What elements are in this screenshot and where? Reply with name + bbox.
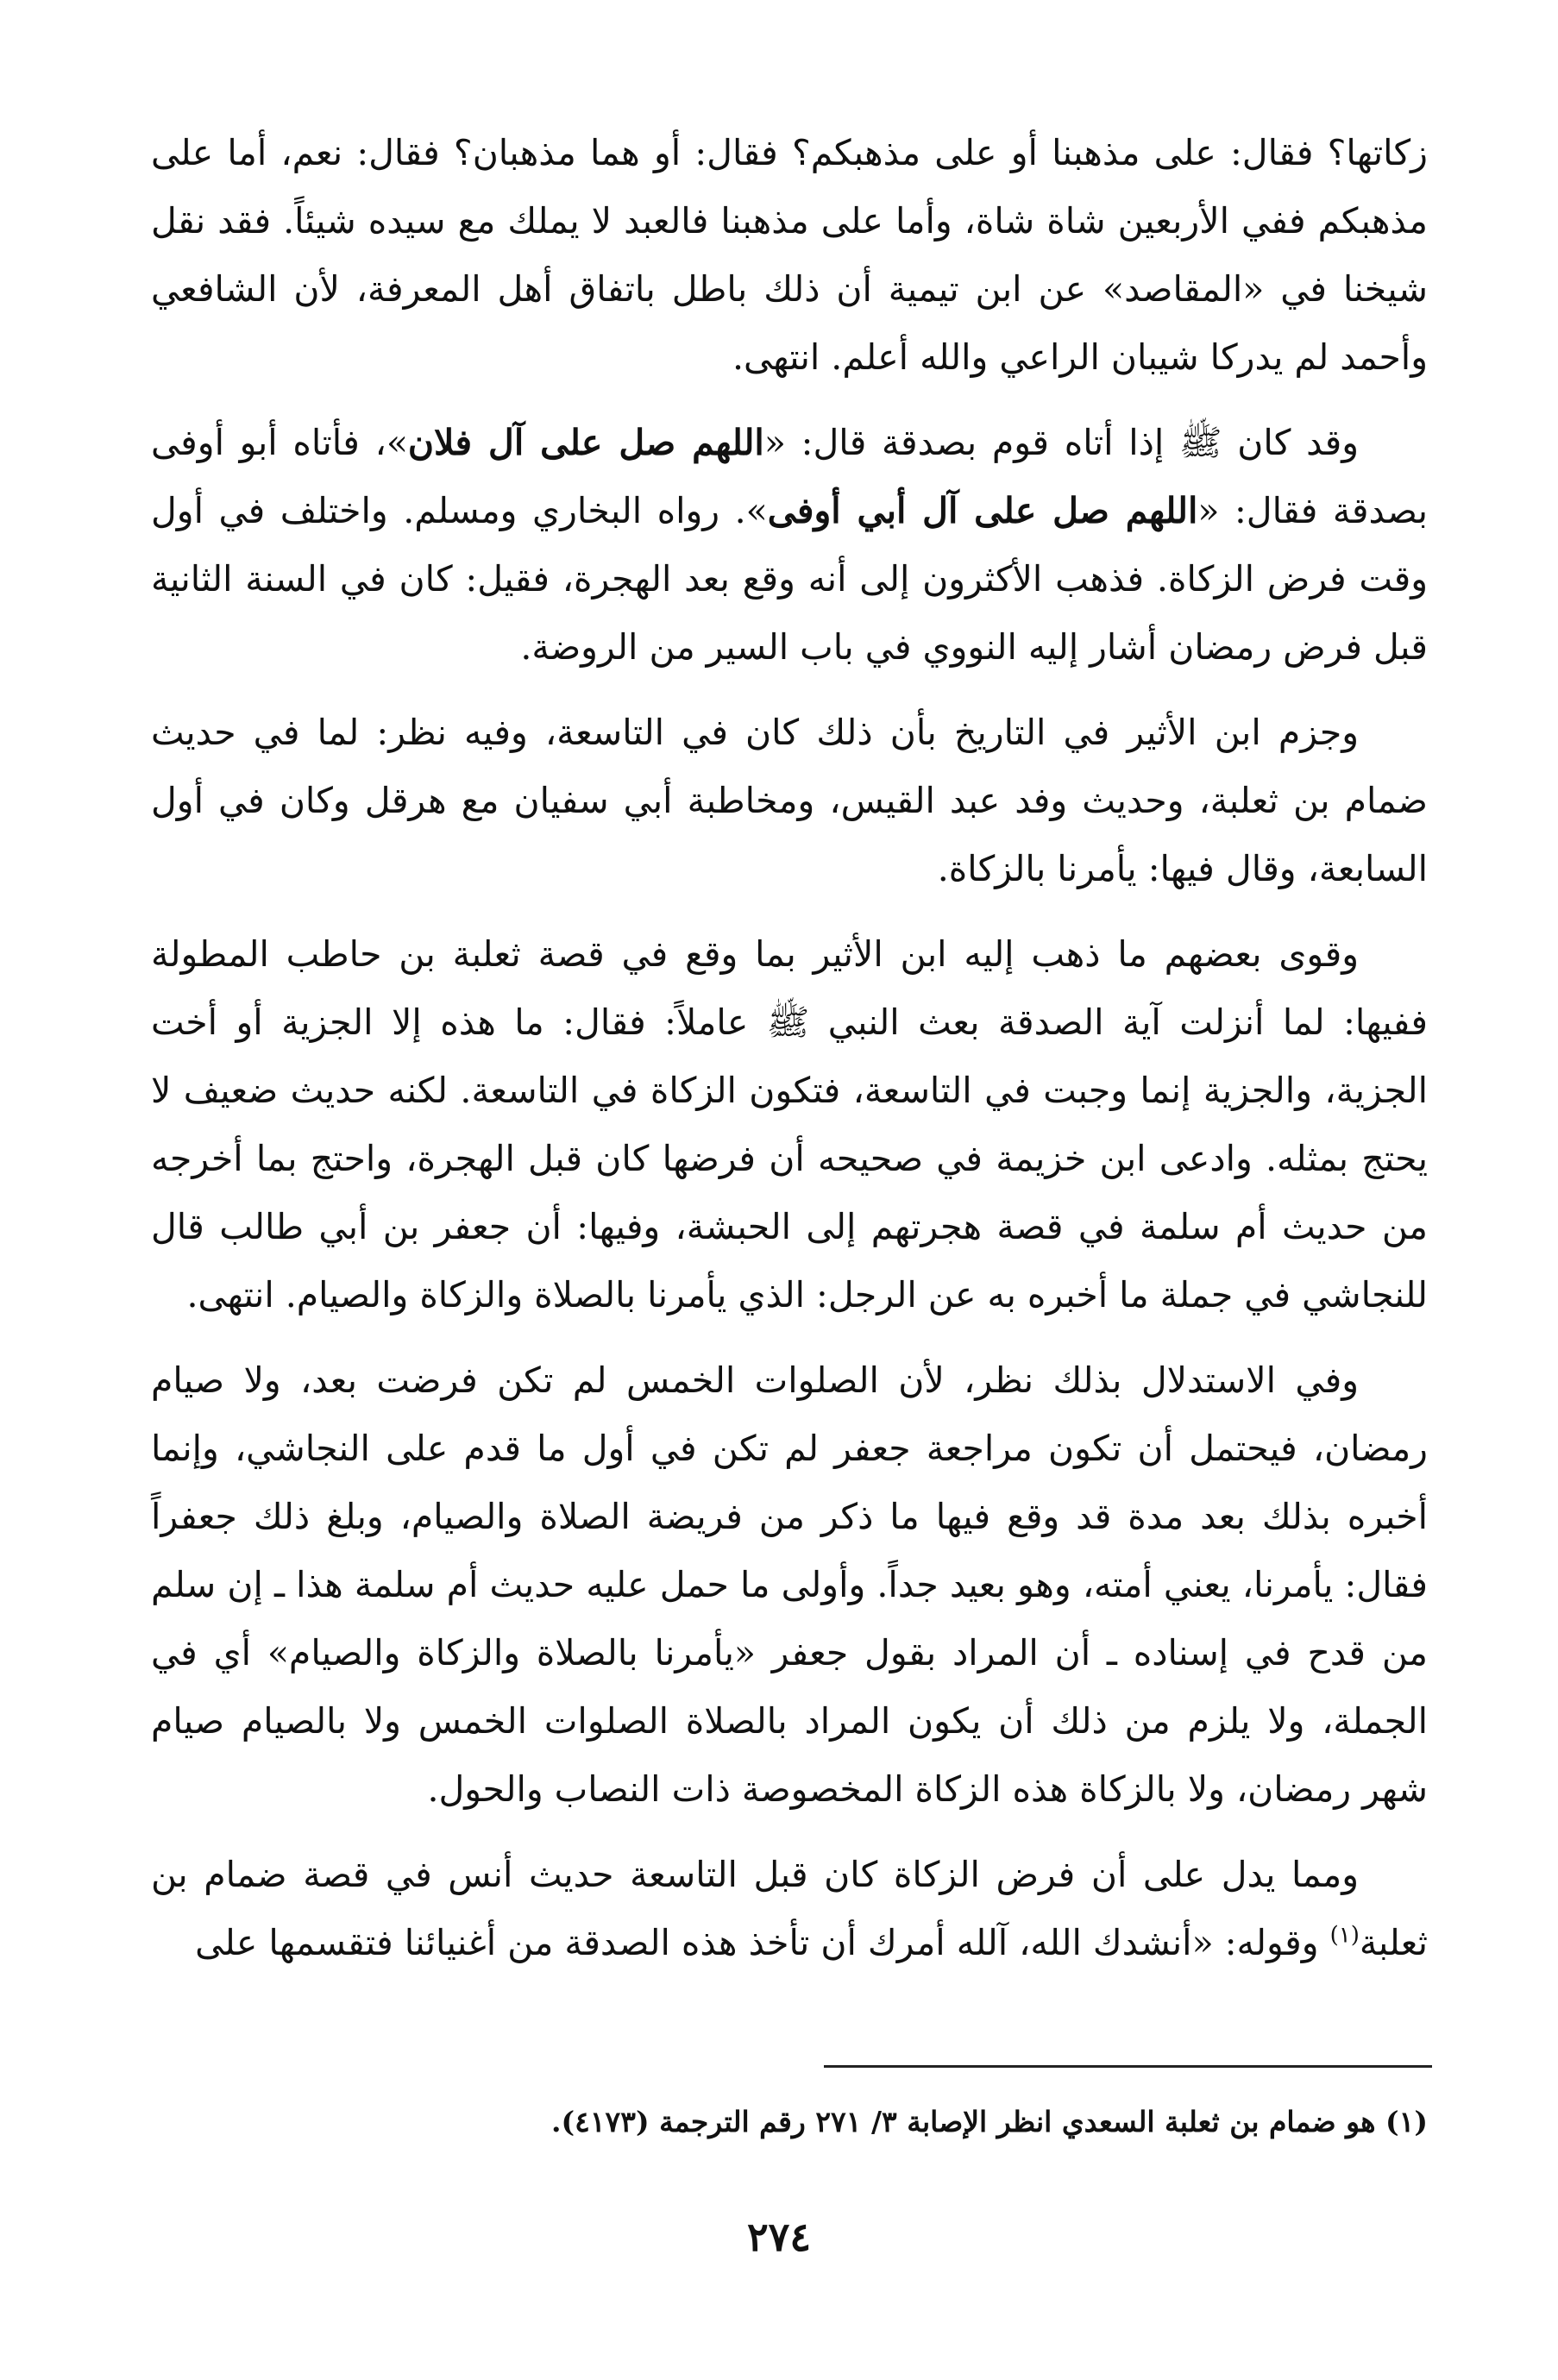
paragraph-1: زكاتها؟ فقال: على مذهبنا أو على مذهبكم؟ فقال: أو هما مذهبان؟ فقال: نعم، أما على مذهبكم ففي الأربعين شاة شاة، وأما على مذهبنا فالعبد لا يملك مع سيده شيئاً. فقد نقل شيخنا في «المقاصد» عن ابن تيمية أن ذلك باطل باتفاق أهل المعرفة، لأن الشافعي وأحمد لم يدركا شيبان الراعي والله أعلم. انتهى. [151, 132, 1428, 378]
paragraph-4: وقوى بعضهم ما ذهب إليه ابن الأثير بما وقع في قصة ثعلبة بن حاطب المطولة ففيها: لما أنزلت آية الصدقة بعث النبي ﷺ عاملاً: فقال: ما هذه إلا الجزية أو أخت الجزية، والجزية إنما وجبت في التاسعة، فتكون الزكاة في التاسعة. لكنه حديث ضعيف لا يحتج بمثله. وادعى ابن خزيمة في صحيحه أن فرضها كان قبل الهجرة، واحتج بما أخرجه من حديث أم سلمة في قصة هجرتهم إلى الحبشة، وفيها: أن جعفر بن أبي طالب قال للنجاشي في جملة ما أخبره به عن الرجل: الذي يأمرنا بالصلاة والزكاة والصيام. انتهى. [151, 933, 1428, 1316]
main-text [151, 119, 1428, 1994]
paragraph-6-text-a: ومما يدل على أن فرض الزكاة كان قبل التاسعة حديث أنس في قصة ضمام بن ثعلبة [151, 1854, 1428, 1963]
paragraph-3: وجزم ابن الأثير في التاريخ بأن ذلك كان في التاسعة، وفيه نظر: لما في حديث ضمام بن ثعلبة، وحديث وفد عبد القيس، ومخاطبة أبي سفيان مع هرقل وكان في أول السابعة، وقال فيها: يأمرنا بالزكاة. [151, 712, 1428, 889]
hadith-quote-2: اللهم صل على آل أبي أوفى [767, 490, 1198, 531]
paragraph-2-text-c: ». رواه البخاري ومسلم. واختلف في أول وقت فرض الزكاة. فذهب الأكثرون إلى أنه وقع بعد الهجرة، فقيل: كان في السنة الثانية قبل فرض رمضان أشار إليه النووي في باب السير من الروضة. [151, 490, 1428, 668]
paragraph-2-text-a: وقد كان ﷺ إذا أتاه قوم بصدقة قال: « [763, 422, 1359, 463]
paragraph-2-text-b: »، فأتاه أبو أوفى بصدقة فقال: « [151, 422, 1428, 531]
paragraph-5: وفي الاستدلال بذلك نظر، لأن الصلوات الخمس لم تكن فرضت بعد، ولا صيام رمضان، فيحتمل أن تكون مراجعة جعفر لم تكن في أول ما قدم على النجاشي، وإنما أخبره بذلك بعد مدة قد وقع فيها ما ذكر من فريضة الصلاة والصيام، وبلغ ذلك جعفراً فقال: يأمرنا، يعني أمته، وهو بعيد جداً. وأولى ما حمل عليه حديث أم سلمة هذا ـ إن سلم من قدح في إسناده ـ أن المراد بقول جعفر «يأمرنا بالصلاة والزكاة والصيام» أي في الجملة، ولا يلزم من ذلك أن يكون المراد بالصلاة الصلوات الخمس ولا بالصيام صيام شهر رمضان، ولا بالزكاة هذه الزكاة المخصوصة ذات النصاب والحول. [151, 1360, 1428, 1810]
paragraph-2 [151, 409, 1428, 681]
footnote-separator [824, 2065, 1432, 2068]
paragraph-6-text-b: وقوله: «أنشدك الله، آلله أمرك أن تأخذ هذه الصدقة من أغنيائنا فتقسمها على [195, 1922, 1330, 1963]
footnote: (١) هو ضمام بن ثعلبة السعدي انظر الإصابة ٣/ ٢٧١ رقم الترجمة (٤١٧٣). [550, 2105, 1428, 2138]
page-number: ٢٧٤ [746, 2214, 812, 2260]
hadith-quote-1: اللهم صل على آل فلان [407, 422, 764, 463]
paragraph-6 [151, 1841, 1428, 1977]
footnote-reference[interactable]: (١) [1329, 1922, 1360, 1949]
